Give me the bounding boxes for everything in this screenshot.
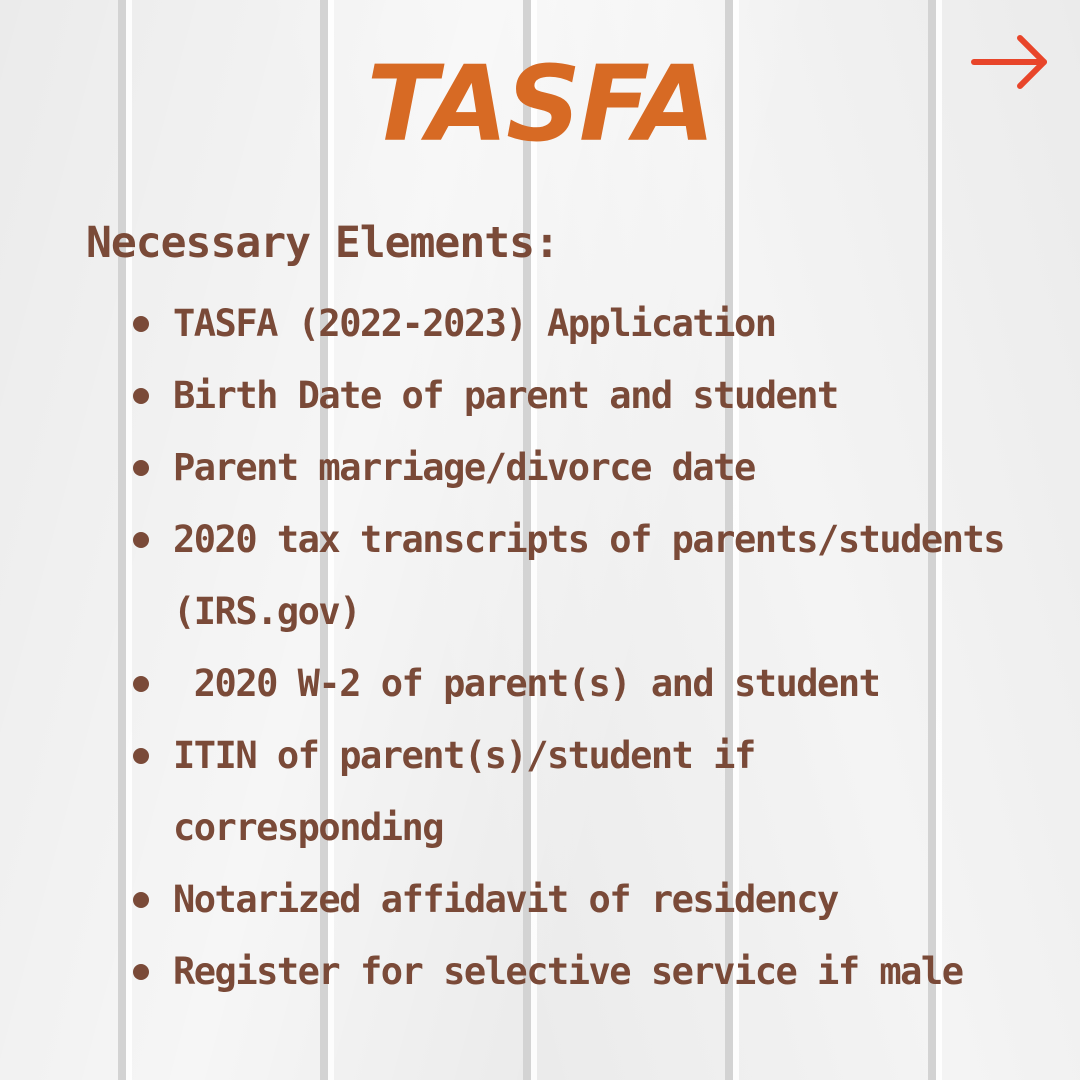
list-item	[125, 432, 1005, 504]
list-item	[125, 864, 1005, 936]
bullet-icon	[133, 676, 149, 692]
list-item	[125, 360, 1005, 432]
bullet-icon	[133, 532, 149, 548]
list-item-text: Register for selective service if male	[173, 950, 963, 993]
list-item-text: Birth Date of parent and student	[173, 374, 838, 417]
bullet-icon	[133, 316, 149, 332]
list-item-text: 2020 tax transcripts of parents/students (IRS.gov)	[173, 518, 1025, 633]
list-item-text: ITIN of parent(s)/student if corresponding	[173, 734, 776, 849]
bullet-icon	[133, 460, 149, 476]
requirements-list	[125, 288, 1025, 1008]
list-item-text: Notarized affidavit of residency	[173, 878, 838, 921]
bullet-icon	[133, 748, 149, 764]
page-title: TASFA	[366, 43, 714, 165]
section-heading: Necessary Elements:	[86, 218, 559, 268]
bullet-icon	[133, 388, 149, 404]
list-item-text: 2020 W-2 of parent(s) and student	[173, 662, 880, 705]
list-item-text: Parent marriage/divorce date	[173, 446, 755, 489]
list-item	[125, 720, 1005, 864]
list-item	[125, 504, 1025, 648]
bullet-icon	[133, 892, 149, 908]
bullet-icon	[133, 964, 149, 980]
list-item	[125, 648, 1005, 720]
list-item	[125, 936, 1005, 1008]
list-item-text: TASFA (2022-2023) Application	[173, 302, 776, 345]
list-item	[125, 288, 1005, 360]
